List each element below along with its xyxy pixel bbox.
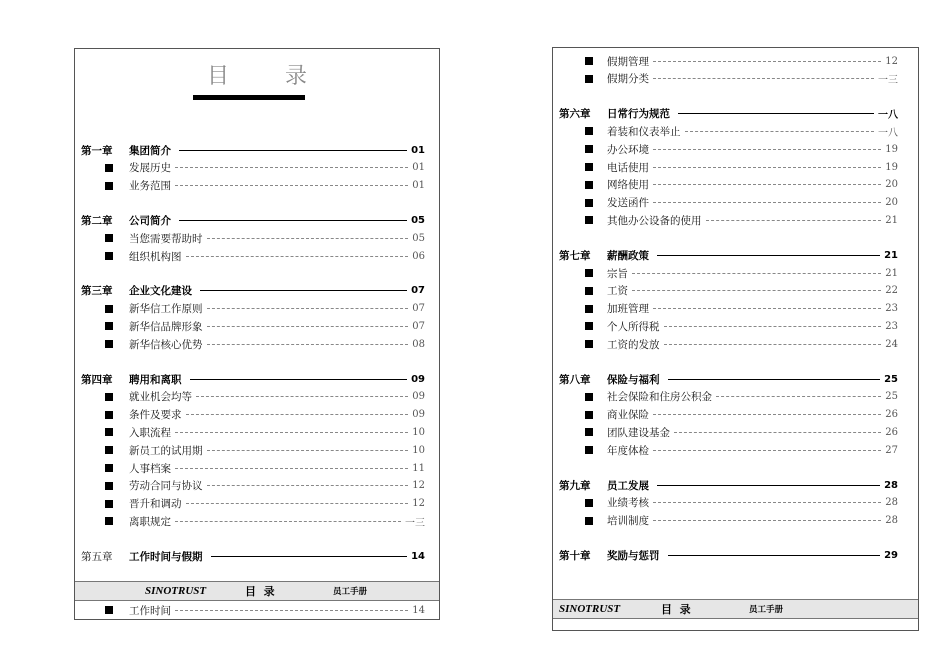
chapter-page: 一八 — [878, 110, 898, 122]
bullet-square-icon — [105, 482, 113, 490]
toc-item-page: 24 — [885, 338, 898, 350]
toc-item — [553, 52, 918, 70]
dotted-leader — [653, 78, 874, 79]
toc-item-title: 加班管理 — [607, 303, 649, 316]
toc-item-page: 26 — [885, 409, 898, 421]
toc-item-page: 27 — [885, 444, 898, 456]
bullet-square-icon — [585, 393, 593, 401]
dotted-leader — [653, 149, 881, 150]
toc-item-title: 假期分类 — [607, 73, 649, 86]
toc-item-title: 年度体检 — [607, 444, 649, 457]
toc-item-content — [607, 337, 898, 352]
chapter-page: 01 — [411, 144, 425, 156]
bullet-square-icon — [105, 322, 113, 330]
toc-item-page: 21 — [885, 267, 898, 279]
dotted-leader — [653, 61, 881, 62]
dotted-leader — [632, 273, 881, 274]
toc-item — [75, 601, 439, 619]
toc-item-content — [607, 160, 898, 175]
toc-item-page: 06 — [412, 250, 425, 262]
toc-item — [75, 247, 439, 265]
toc-item-page: 12 — [412, 498, 425, 510]
chapter-title: 公司简介 — [129, 214, 171, 227]
dotted-leader — [175, 432, 408, 433]
toc-item-page: 05 — [412, 232, 425, 244]
bullet-square-icon — [105, 428, 113, 436]
toc-item-page: 28 — [885, 515, 898, 527]
toc-item-content — [607, 425, 898, 440]
toc-item — [75, 317, 439, 335]
toc-item — [553, 335, 918, 353]
toc-item-title: 发展历史 — [129, 162, 171, 175]
dotted-leader — [175, 610, 408, 611]
solid-leader — [657, 485, 880, 486]
dotted-leader — [207, 238, 409, 239]
toc-item — [553, 176, 918, 194]
toc-item-content — [129, 249, 425, 264]
toc-item-title: 晋升和调动 — [129, 498, 182, 511]
bullet-square-icon — [585, 216, 593, 224]
toc-item-title: 就业机会均等 — [129, 391, 192, 404]
chapter-page: 07 — [411, 285, 425, 297]
toc-item — [553, 264, 918, 282]
toc-item-content — [129, 603, 425, 618]
chapter-number: 第一章 — [81, 144, 113, 157]
toc-item-page: 一三 — [405, 517, 425, 529]
bullet-square-icon — [105, 305, 113, 313]
toc-chapter — [553, 105, 918, 123]
toc-chapter — [75, 211, 439, 229]
toc-item — [75, 335, 439, 353]
solid-leader — [668, 555, 881, 556]
solid-leader — [657, 255, 880, 256]
dotted-leader — [175, 521, 401, 522]
chapter-title: 员工发展 — [607, 479, 649, 492]
toc-item-page: 09 — [412, 391, 425, 403]
toc-item — [75, 477, 439, 495]
toc-chapter-content — [607, 372, 898, 387]
toc-item-title: 业绩考核 — [607, 497, 649, 510]
footer-manual-name: 员工手册 — [333, 587, 368, 597]
toc-item — [75, 406, 439, 424]
toc-chapter — [75, 547, 439, 565]
toc-item — [75, 388, 439, 406]
toc-item-content — [129, 319, 425, 334]
chapter-number: 第九章 — [559, 479, 591, 492]
solid-leader — [179, 220, 407, 221]
toc-item-content — [607, 124, 898, 139]
chapter-number: 第三章 — [81, 285, 113, 298]
chapter-number: 第五章 — [81, 550, 113, 563]
dotted-leader — [175, 185, 408, 186]
toc-title — [75, 59, 439, 90]
toc-item-content — [607, 319, 898, 334]
bullet-square-icon — [585, 340, 593, 348]
chapter-page: 25 — [884, 373, 898, 385]
toc-item-page: 10 — [412, 426, 425, 438]
toc-item — [75, 229, 439, 247]
toc-chapter-content — [607, 106, 898, 121]
page-footer-left — [75, 581, 439, 601]
toc-item — [553, 388, 918, 406]
bullet-square-icon — [105, 411, 113, 419]
toc-item-title: 团队建设基金 — [607, 426, 670, 439]
toc-item-page: 19 — [885, 161, 898, 173]
toc-item-content — [129, 389, 425, 404]
toc-item-content — [129, 231, 425, 246]
dotted-leader — [207, 326, 409, 327]
chapter-title: 聘用和离职 — [129, 373, 182, 386]
toc-item-title: 业务范围 — [129, 180, 171, 193]
toc-item-page: 10 — [412, 444, 425, 456]
bullet-square-icon — [585, 517, 593, 525]
solid-leader — [179, 150, 407, 151]
chapter-page: 28 — [884, 479, 898, 491]
toc-item-title: 宗旨 — [607, 267, 628, 280]
toc-item — [553, 317, 918, 335]
toc-item-content — [607, 301, 898, 316]
toc-chapter — [553, 246, 918, 264]
toc-item-page: 22 — [885, 285, 898, 297]
toc-item-title: 新员工的试用期 — [129, 444, 203, 457]
bullet-square-icon — [585, 322, 593, 330]
toc-item-content — [607, 283, 898, 298]
toc-item-page: 21 — [885, 214, 898, 226]
toc-item-content — [129, 178, 425, 193]
toc-item-content — [607, 195, 898, 210]
toc-chapter-content — [129, 549, 425, 564]
toc-item-title: 其他办公设备的使用 — [607, 214, 702, 227]
toc-item-content — [607, 177, 898, 192]
toc-item-title: 工资 — [607, 285, 628, 298]
solid-leader — [211, 556, 408, 557]
dotted-leader — [653, 167, 881, 168]
dotted-leader — [207, 344, 409, 345]
bullet-square-icon — [585, 145, 593, 153]
toc-item-title: 办公环境 — [607, 143, 649, 156]
chapter-title: 薪酬政策 — [607, 249, 649, 262]
toc-item-title: 条件及要求 — [129, 409, 182, 422]
toc-item-title: 社会保险和住房公积金 — [607, 391, 712, 404]
bullet-square-icon — [585, 305, 593, 313]
toc-item-content — [129, 337, 425, 352]
dotted-leader — [186, 256, 409, 257]
toc-chapter — [553, 370, 918, 388]
toc-item-page: 07 — [412, 303, 425, 315]
dotted-leader — [207, 450, 409, 451]
toc-item-content — [607, 443, 898, 458]
toc-chapter-content — [129, 213, 425, 228]
toc-item-title: 培训制度 — [607, 515, 649, 528]
bullet-square-icon — [585, 446, 593, 454]
toc-item-content — [129, 496, 425, 511]
toc-item — [75, 423, 439, 441]
toc-item — [553, 122, 918, 140]
toc-page-left — [74, 48, 440, 620]
dotted-leader — [186, 503, 409, 504]
toc-item — [553, 300, 918, 318]
toc-item-title: 商业保险 — [607, 409, 649, 422]
dotted-leader — [653, 202, 881, 203]
toc-item-title: 离职规定 — [129, 515, 171, 528]
toc-chapter — [75, 282, 439, 300]
chapter-number: 第八章 — [559, 373, 591, 386]
dotted-leader — [674, 432, 881, 433]
toc-item — [553, 423, 918, 441]
toc-chapter — [553, 546, 918, 564]
toc-item — [75, 177, 439, 195]
toc-item-page: 01 — [412, 180, 425, 192]
bullet-square-icon — [585, 199, 593, 207]
toc-item — [75, 512, 439, 530]
bullet-square-icon — [585, 181, 593, 189]
toc-item-page: 12 — [412, 480, 425, 492]
toc-item-page: 08 — [412, 338, 425, 350]
dotted-leader — [196, 396, 408, 397]
bullet-square-icon — [105, 500, 113, 508]
dotted-leader — [186, 414, 409, 415]
toc-item-title: 新华信核心优势 — [129, 338, 203, 351]
dotted-leader — [653, 450, 881, 451]
bullet-square-icon — [105, 182, 113, 190]
toc-item-page: 23 — [885, 303, 898, 315]
toc-item-page: 09 — [412, 409, 425, 421]
toc-item-title: 着装和仪表举止 — [607, 125, 681, 138]
toc-item-page: 20 — [885, 197, 898, 209]
chapter-page: 05 — [411, 214, 425, 226]
toc-item — [75, 459, 439, 477]
chapter-page: 21 — [884, 249, 898, 261]
toc-item — [553, 194, 918, 212]
toc-item-content — [607, 142, 898, 157]
toc-item — [75, 441, 439, 459]
toc-item-content — [129, 301, 425, 316]
bullet-square-icon — [105, 234, 113, 242]
toc-item-title: 当您需要帮助时 — [129, 232, 203, 245]
bullet-square-icon — [105, 606, 113, 614]
toc-item-title: 工资的发放 — [607, 338, 660, 351]
toc-item-content — [129, 160, 425, 175]
toc-chapter-content — [129, 143, 425, 158]
footer-brand: SINOTRUST — [145, 585, 207, 597]
toc-chapter-content — [607, 548, 898, 563]
toc-item-title: 组织机构图 — [129, 250, 182, 263]
toc-chapter-content — [607, 248, 898, 263]
toc-item — [553, 282, 918, 300]
page-footer-right — [553, 599, 918, 619]
toc-chapter-content — [129, 372, 425, 387]
bullet-square-icon — [105, 164, 113, 172]
bullet-square-icon — [585, 269, 593, 277]
toc-item-content — [129, 407, 425, 422]
chapter-number: 第七章 — [559, 249, 591, 262]
toc-item-title: 假期管理 — [607, 55, 649, 68]
toc-item-page: 14 — [412, 604, 425, 616]
toc-item-title: 新华信工作原则 — [129, 303, 203, 316]
toc-item-title: 发送函件 — [607, 197, 649, 210]
toc-item-page: 25 — [885, 391, 898, 403]
toc-item-content — [607, 71, 898, 86]
dotted-leader — [632, 290, 881, 291]
chapter-title: 企业文化建设 — [129, 285, 192, 298]
footer-brand: SINOTRUST — [559, 603, 621, 615]
toc-item-page: 12 — [885, 55, 898, 67]
toc-item-title: 网络使用 — [607, 179, 649, 192]
toc-item-content — [129, 425, 425, 440]
toc-item-content — [129, 461, 425, 476]
toc-item-content — [607, 407, 898, 422]
toc-item — [553, 406, 918, 424]
bullet-square-icon — [105, 517, 113, 525]
chapter-page: 09 — [411, 373, 425, 385]
toc-item-content — [607, 54, 898, 69]
footer-title: 目 录 — [661, 603, 691, 616]
chapter-title: 集团简介 — [129, 144, 171, 157]
toc-item — [553, 140, 918, 158]
toc-item-title: 电话使用 — [607, 161, 649, 174]
toc-chapter — [553, 476, 918, 494]
toc-item-page: 11 — [412, 462, 425, 474]
toc-item-title: 劳动合同与协议 — [129, 480, 203, 493]
bullet-square-icon — [585, 411, 593, 419]
chapter-title: 奖励与惩罚 — [607, 549, 660, 562]
toc-item — [553, 494, 918, 512]
chapter-title: 保险与福利 — [607, 373, 660, 386]
bullet-square-icon — [585, 287, 593, 295]
dotted-leader — [653, 308, 881, 309]
solid-leader — [190, 379, 408, 380]
dotted-leader — [716, 396, 881, 397]
toc-item-content — [607, 389, 898, 404]
chapter-title: 工作时间与假期 — [129, 550, 203, 563]
bullet-square-icon — [105, 464, 113, 472]
bullet-square-icon — [585, 163, 593, 171]
bullet-square-icon — [585, 127, 593, 135]
toc-item-title: 工作时间 — [129, 604, 171, 617]
bullet-square-icon — [105, 393, 113, 401]
toc-title-char-2: 录 — [285, 64, 308, 89]
toc-item — [553, 70, 918, 88]
toc-item-page: 23 — [885, 320, 898, 332]
toc-item — [553, 441, 918, 459]
chapter-number: 第四章 — [81, 373, 113, 386]
toc-chapter-content — [129, 283, 425, 298]
toc-item-page: 26 — [885, 426, 898, 438]
chapter-title: 日常行为规范 — [607, 108, 670, 121]
toc-title-char-1: 目 — [206, 64, 229, 89]
dotted-leader — [175, 468, 408, 469]
dotted-leader — [653, 414, 881, 415]
toc-item — [553, 512, 918, 530]
toc-chapter — [75, 370, 439, 388]
toc-item-page: 07 — [412, 320, 425, 332]
solid-leader — [678, 113, 874, 114]
footer-title: 目 录 — [245, 585, 275, 598]
toc-item-page: 20 — [885, 179, 898, 191]
toc-item-page: 19 — [885, 143, 898, 155]
toc-item-content — [129, 514, 425, 529]
chapter-number: 第十章 — [559, 549, 591, 562]
toc-item-content — [607, 266, 898, 281]
toc-chapter — [75, 141, 439, 159]
toc-item-title: 新华信品牌形象 — [129, 320, 203, 333]
dotted-leader — [706, 220, 882, 221]
toc-item-title: 人事档案 — [129, 462, 171, 475]
toc-item-page: 01 — [412, 162, 425, 174]
toc-item-page: 一八 — [878, 127, 898, 139]
chapter-page: 29 — [884, 549, 898, 561]
toc-item — [75, 495, 439, 513]
bullet-square-icon — [105, 446, 113, 454]
toc-item-content — [129, 443, 425, 458]
chapter-number: 第二章 — [81, 214, 113, 227]
toc-item — [75, 300, 439, 318]
toc-item-content — [607, 495, 898, 510]
dotted-leader — [653, 184, 881, 185]
toc-item — [553, 158, 918, 176]
bullet-square-icon — [105, 252, 113, 260]
dotted-leader — [664, 344, 882, 345]
solid-leader — [668, 379, 881, 380]
solid-leader — [200, 290, 407, 291]
bullet-square-icon — [105, 340, 113, 348]
dotted-leader — [207, 308, 409, 309]
toc-item-content — [607, 213, 898, 228]
toc-item — [75, 159, 439, 177]
toc-item-page: 28 — [885, 497, 898, 509]
bullet-square-icon — [585, 57, 593, 65]
bullet-square-icon — [585, 428, 593, 436]
dotted-leader — [207, 485, 409, 486]
toc-item-content — [129, 478, 425, 493]
toc-item-title: 个人所得税 — [607, 320, 660, 333]
toc-item-title: 入职流程 — [129, 426, 171, 439]
chapter-number: 第六章 — [559, 108, 591, 121]
toc-item-page: 一三 — [878, 75, 898, 87]
footer-manual-name: 员工手册 — [749, 605, 784, 615]
toc-chapter-content — [607, 478, 898, 493]
dotted-leader — [653, 520, 881, 521]
chapter-page: 14 — [411, 550, 425, 562]
dotted-leader — [653, 502, 881, 503]
bullet-square-icon — [585, 75, 593, 83]
dotted-leader — [175, 167, 408, 168]
toc-item-content — [607, 513, 898, 528]
toc-item — [553, 211, 918, 229]
bullet-square-icon — [585, 499, 593, 507]
dotted-leader — [685, 131, 875, 132]
dotted-leader — [664, 326, 882, 327]
toc-page-right — [552, 47, 919, 631]
title-underline-bar — [193, 95, 305, 100]
